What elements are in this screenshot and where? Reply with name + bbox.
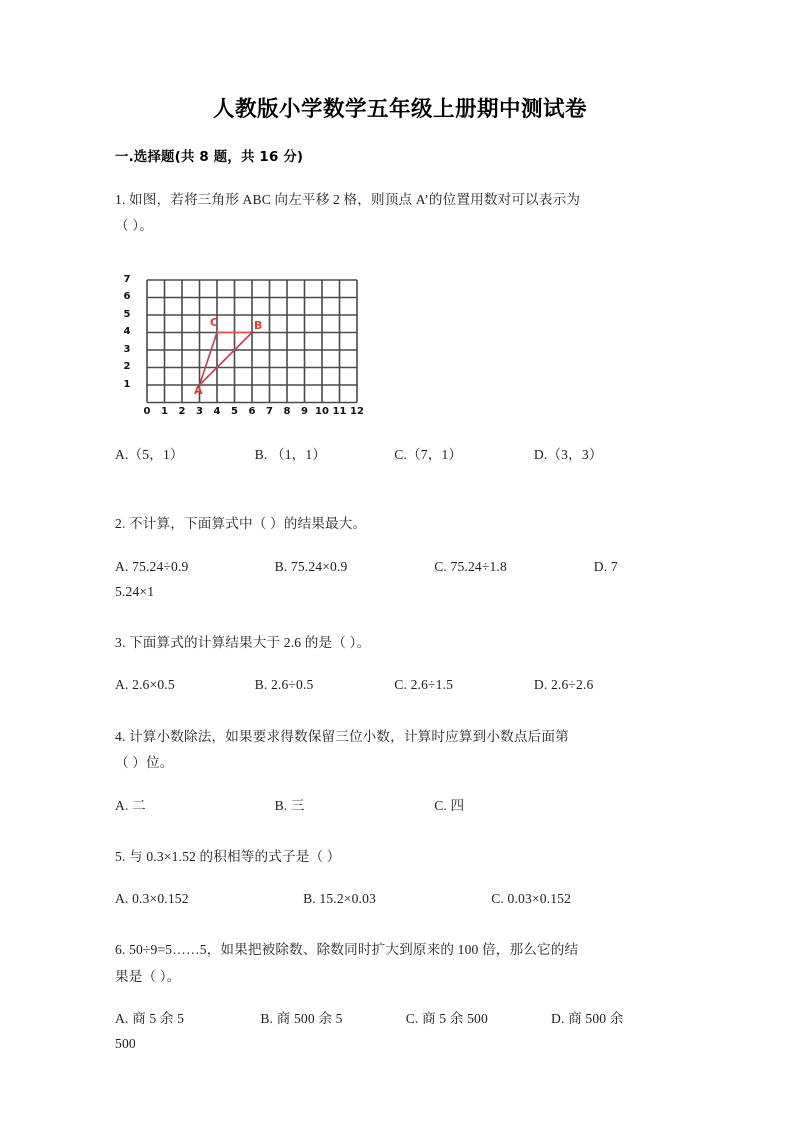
question-2-options <box>115 554 685 604</box>
y-axis-label-2: 2 <box>123 361 131 373</box>
question-6-option-a[interactable]: A. 商 5 余 5 <box>115 1011 185 1027</box>
question-1-option-a[interactable]: A.（5，1） <box>115 446 184 462</box>
x-axis-label-6: 6 <box>248 405 256 417</box>
question-2-option-d[interactable]: D. 7 <box>593 558 618 574</box>
vertex-label-c: C <box>210 315 219 329</box>
x-axis-label-0: 0 <box>143 405 151 417</box>
x-axis-label-8: 8 <box>283 405 291 417</box>
question-1-line2: （ ）。 <box>115 218 153 234</box>
y-axis-label-3: 3 <box>123 343 131 355</box>
x-axis-label-7: 7 <box>266 405 273 417</box>
y-axis-label-5: 5 <box>123 308 131 320</box>
option-row <box>115 442 685 467</box>
option-row <box>115 886 685 911</box>
question-4-text <box>115 724 685 777</box>
question-6-text <box>115 937 685 990</box>
question-2-option-b[interactable]: B. 75.24×0.9 <box>274 558 348 574</box>
y-axis-label-1: 1 <box>123 378 131 390</box>
question-1-options <box>115 442 685 467</box>
question-2-option-c[interactable]: C. 75.24÷1.8 <box>434 558 507 574</box>
question-2 <box>115 511 685 604</box>
y-axis-label-7: 7 <box>123 273 131 285</box>
question-3-option-b[interactable]: B. 2.6÷0.5 <box>254 677 314 693</box>
question-1-line1: 1. 如图，若将三角形 ABC 向左平移 2 格，则顶点 A’的位置用数对可以表示为 <box>115 191 581 207</box>
grid-lines <box>147 280 357 403</box>
question-3-line1: 3. 下面算式的计算结果大于 2.6 的是（ ）。 <box>115 634 371 650</box>
x-axis-label-11: 11 <box>332 405 347 417</box>
question-1-option-b[interactable]: B. （1，1） <box>254 446 327 462</box>
question-4-option-b[interactable]: B. 三 <box>274 797 305 813</box>
option-row <box>115 793 685 818</box>
question-4-line1: 4. 计算小数除法，如果要求得数保留三位小数，计算时应算到小数点后面第 <box>115 728 569 744</box>
question-5 <box>115 844 685 912</box>
question-5-text <box>115 844 685 871</box>
page-content <box>115 96 685 1057</box>
question-5-options <box>115 886 685 911</box>
question-4-line2: （ ）位。 <box>115 755 174 770</box>
question-4-option-a[interactable]: A. 二 <box>115 797 146 813</box>
question-3-option-a[interactable]: A. 2.6×0.5 <box>115 677 175 693</box>
question-5-line1: 5. 与 0.3×1.52 的积相等的式子是（ ） <box>115 848 341 864</box>
question-3-text <box>115 630 685 657</box>
question-4-option-c[interactable]: C. 四 <box>434 797 465 813</box>
x-axis-label-3: 3 <box>196 405 203 417</box>
grid-wrap <box>123 272 365 427</box>
question-6-option-d[interactable]: D. 商 500 余 <box>551 1011 624 1027</box>
x-axis-label-1: 1 <box>161 405 168 417</box>
question-3-option-c[interactable]: C. 2.6÷1.5 <box>394 677 454 693</box>
question-5-option-b[interactable]: B. 15.2×0.03 <box>303 891 377 907</box>
page-title: 人教版小学数学五年级上册期中测试卷 <box>212 97 587 122</box>
question-3 <box>115 630 685 698</box>
question-5-option-c[interactable]: C. 0.03×0.152 <box>491 891 572 907</box>
question-3-options <box>115 672 685 697</box>
y-axis-label-4: 4 <box>123 326 131 338</box>
vertex-label-a: A <box>194 383 203 397</box>
x-axis-label-2: 2 <box>178 405 186 417</box>
question-2-line1: 2. 不计算，下面算式中（ ）的结果最大。 <box>115 516 367 532</box>
option-row <box>115 1006 685 1031</box>
question-1-option-d[interactable]: D.（3，3） <box>533 446 603 462</box>
question-1-option-c[interactable]: C.（7，1） <box>394 446 463 462</box>
question-4-options <box>115 793 685 818</box>
question-6-option-c[interactable]: C. 商 5 余 500 <box>405 1011 488 1027</box>
x-axis-label-9: 9 <box>301 405 308 417</box>
question-6-options <box>115 1006 685 1056</box>
question-1-text <box>115 187 685 240</box>
question-6-line1: 6. 50÷9=5……5，如果把被除数、除数同时扩大到原来的 100 倍，那么它的结 <box>115 942 579 958</box>
question-6-option-d-wrap[interactable]: 500 <box>115 1036 136 1052</box>
y-axis-label-6: 6 <box>123 291 131 303</box>
question-6-line2: 果是（ ）。 <box>115 968 181 984</box>
x-axis-label-5: 5 <box>231 405 238 417</box>
option-row <box>115 672 685 697</box>
coordinate-grid-figure <box>115 266 365 426</box>
question-1 <box>115 187 685 467</box>
triangle-abc <box>200 332 253 385</box>
question-6 <box>115 937 685 1056</box>
section-heading: 一.选择题(共 8 题，共 16 分) <box>115 149 304 165</box>
question-2-text <box>115 511 685 538</box>
question-5-option-a[interactable]: A. 0.3×0.152 <box>115 891 189 907</box>
question-6-option-b[interactable]: B. 商 500 余 5 <box>260 1011 343 1027</box>
x-axis-label-4: 4 <box>213 405 221 417</box>
vertex-label-b: B <box>254 318 263 332</box>
question-2-option-d-wrap[interactable]: 5.24×1 <box>115 583 155 599</box>
x-axis-label-10: 10 <box>315 405 329 417</box>
coordinate-grid-svg <box>137 272 365 422</box>
question-4 <box>115 724 685 818</box>
question-3-option-d[interactable]: D. 2.6÷2.6 <box>533 677 594 693</box>
option-row <box>115 554 685 579</box>
question-2-option-a[interactable]: A. 75.24÷0.9 <box>115 558 189 574</box>
x-axis-label-12: 12 <box>350 405 364 417</box>
